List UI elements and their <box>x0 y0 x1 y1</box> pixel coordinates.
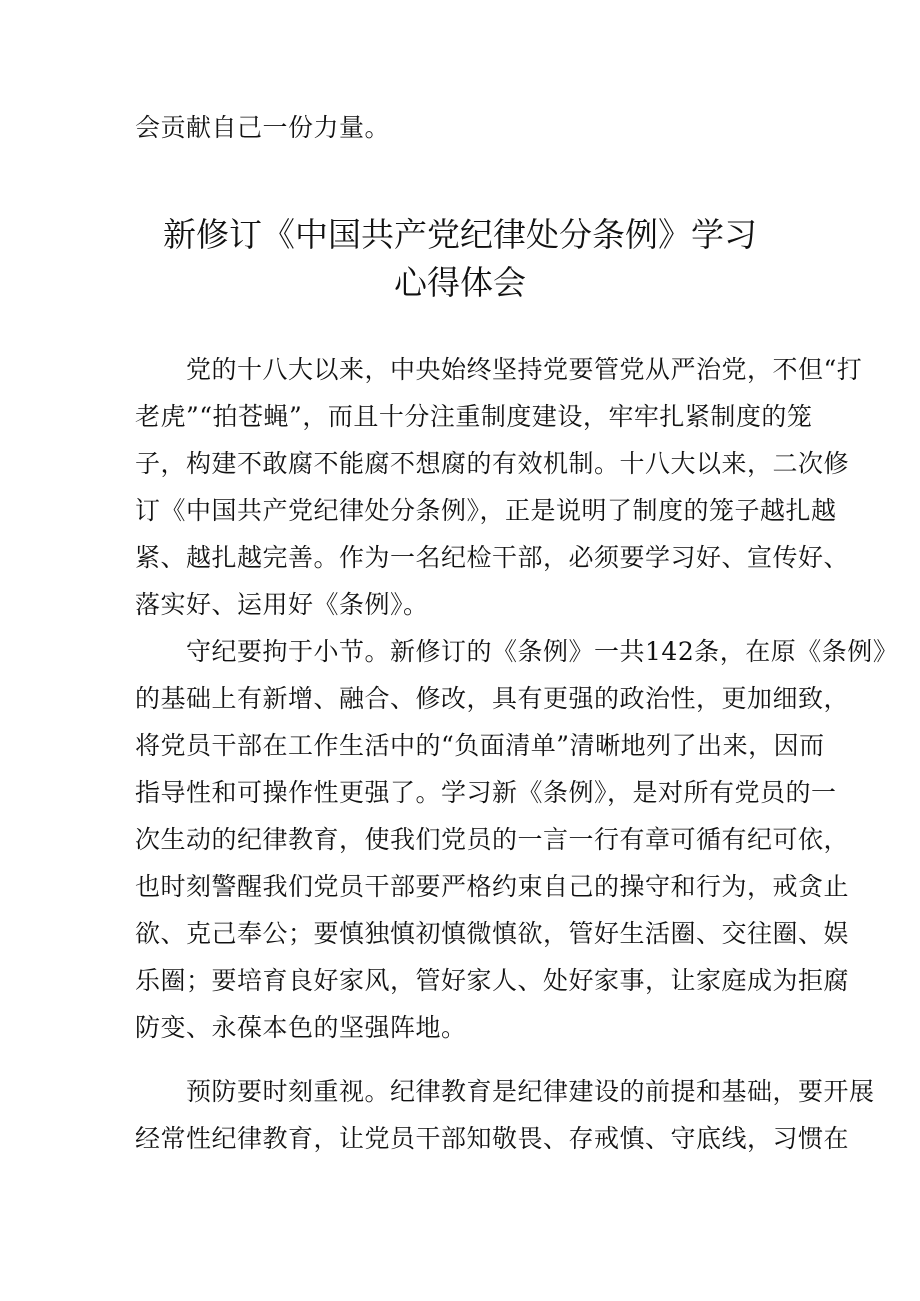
body-line: 经常性纪律教育，让党员干部知敬畏、存戒慎、守底线，习惯在 <box>135 1124 850 1153</box>
body-line: 欲、克己奉公；要慎独慎初慎微慎欲，管好生活圈、交往圈、娱 <box>135 919 850 948</box>
body-line: 防变、永葆本色的坚强阵地。 <box>135 1013 467 1042</box>
body-line: 紧、越扎越完善。作为一名纪检干部，必须要学习好、宣传好、 <box>135 543 850 572</box>
body-line: 落实好、运用好《条例》。 <box>135 590 429 619</box>
body-line: 乐圈；要培育良好家风，管好家人、处好家事，让家庭成为拒腐 <box>135 966 850 995</box>
title-line-2: 心得体会 <box>394 263 526 302</box>
body-line: 老虎”“拍苍蝇”，而且十分注重制度建设，牢牢扎紧制度的笼 <box>135 402 813 431</box>
title-line-1: 新修订《中国共产党纪律处分条例》学习 <box>163 215 757 254</box>
continuation-text: 会贡献自己一份力量。 <box>135 113 391 142</box>
body-line: 也时刻警醒我们党员干部要严格约束自己的操守和行为，戒贪止 <box>135 872 850 901</box>
body-line: 指导性和可操作性更强了。学习新《条例》，是对所有党员的一 <box>135 778 837 807</box>
body-line: 次生动的纪律教育，使我们党员的一言一行有章可循有纪可依， <box>135 825 850 854</box>
body-line: 预防要时刻重视。纪律教育是纪律建设的前提和基础，要开展 <box>135 1077 875 1106</box>
body-line: 的基础上有新增、融合、修改，具有更强的政治性，更加细致， <box>135 684 850 713</box>
body-line: 守纪要拘于小节。新修订的《条例》一共142条，在原《条例》 <box>135 637 899 666</box>
body-line: 党的十八大以来，中央始终坚持党要管党从严治党，不但“打 <box>135 355 863 384</box>
body-line: 订《中国共产党纪律处分条例》，正是说明了制度的笼子越扎越 <box>135 496 837 525</box>
body-line: 子，构建不敢腐不能腐不想腐的有效机制。十八大以来，二次修 <box>135 449 850 478</box>
body-line: 将党员干部在工作生活中的“负面清单”清晰地列了出来，因而 <box>135 731 825 760</box>
